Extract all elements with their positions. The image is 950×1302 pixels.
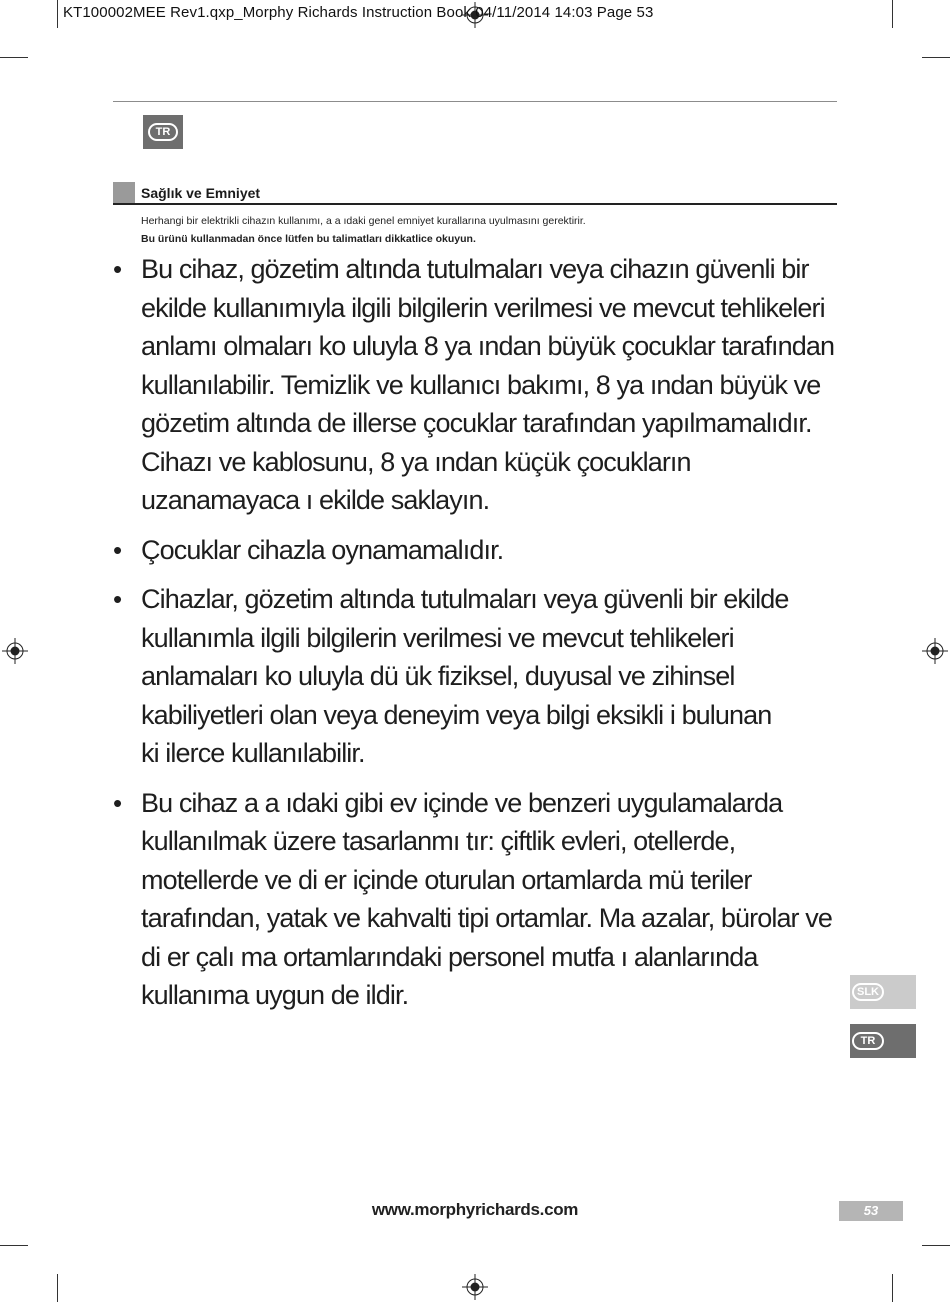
crop-mark [0, 57, 28, 58]
list-item [113, 580, 837, 773]
crop-mark [892, 0, 893, 28]
page-number: 53 [839, 1201, 903, 1221]
intro-warning: Bu ürünü kullanmadan önce lütfen bu talimatları dikkatlice okuyun. [141, 233, 476, 245]
section-marker [113, 182, 135, 203]
side-tab-label: SLK [852, 983, 884, 1001]
crop-mark [57, 1274, 58, 1302]
print-slug-line: KT100002MEE Rev1.qxp_Morphy Richards Instruction Book 04/11/2014 14:03 Page 53 [63, 4, 654, 21]
side-tab-slk[interactable] [850, 975, 916, 1009]
bullet-text: Çocuklar cihazla oynamamalıdır. [141, 534, 504, 565]
section-rule [113, 203, 837, 205]
registration-mark-icon [462, 1274, 488, 1300]
bullet-icon: • [113, 254, 122, 284]
list-item [113, 250, 837, 520]
bullet-text: Bu cihaz, gözetim altında tutulmaları veya cihazın güvenli bir ekilde kullanımıyla ilgili bilgilerin verilmesi ve mevcut tehlikeleri anlamı olmaları ko uluyla 8 ya ından büyük çocuklar tarafından kullanılabilir. Temizlik ve kullanıcı bakımı, 8 ya ından büyük ve gözetim altında de illerse çocuklar tarafından yapılmamalıdır. Cihazı ve kablosunu, 8 ya ından küçük çocukların uzanamayaca ı ekilde saklayın. [141, 254, 835, 515]
bullet-icon: • [113, 787, 122, 818]
registration-mark-icon [2, 638, 28, 664]
language-badge [143, 115, 183, 149]
list-item [113, 531, 837, 570]
intro-text: Herhangi bir elektrikli cihazın kullanımı, a a ıdaki genel emniyet kurallarına uyulmasını gerektirir. [141, 215, 586, 227]
registration-mark-icon [922, 638, 948, 664]
section-title: Sağlık ve Emniyet [141, 185, 261, 201]
side-tab-label: TR [852, 1032, 884, 1050]
crop-mark [922, 57, 950, 58]
list-item [113, 784, 837, 1015]
header-rule [113, 101, 837, 102]
bullet-icon: • [113, 534, 122, 565]
bullet-text: Cihazlar, gözetim altında tutulmaları veya güvenli bir ekilde kullanımla ilgili bilgilerin verilmesi ve mevcut tehlikeleri anlamaları ko uluyla dü ük fiziksel, duyusal ve zihinsel kabiliyetleri olan veya deneyim veya bilgi eksikli i bulunan ki ilerce kullanılabilir. [141, 584, 789, 768]
side-tab-tr[interactable] [850, 1024, 916, 1058]
website-url[interactable]: www.morphyrichards.com [371, 1200, 579, 1219]
language-badge-label: TR [148, 123, 178, 141]
crop-mark [57, 0, 58, 28]
bullet-icon: • [113, 584, 122, 614]
bullet-text: Bu cihaz a a ıdaki gibi ev içinde ve benzeri uygulamalarda kullanılmak üzere tasarlanmı tır: çiftlik evleri, otellerde, motellerde ve di er içinde oturulan ortamlarda mü teriler tarafından, yatak ve kahvalti tipi ortamlar. Ma azalar, bürolar ve di er çalı ma ortamlarındaki personel mutfa ı alanlarında kullanıma uygun de ildir. [141, 787, 832, 1010]
crop-mark [922, 1245, 950, 1246]
crop-mark [892, 1274, 893, 1302]
crop-mark [0, 1245, 28, 1246]
safety-bullet-list [113, 250, 837, 1026]
